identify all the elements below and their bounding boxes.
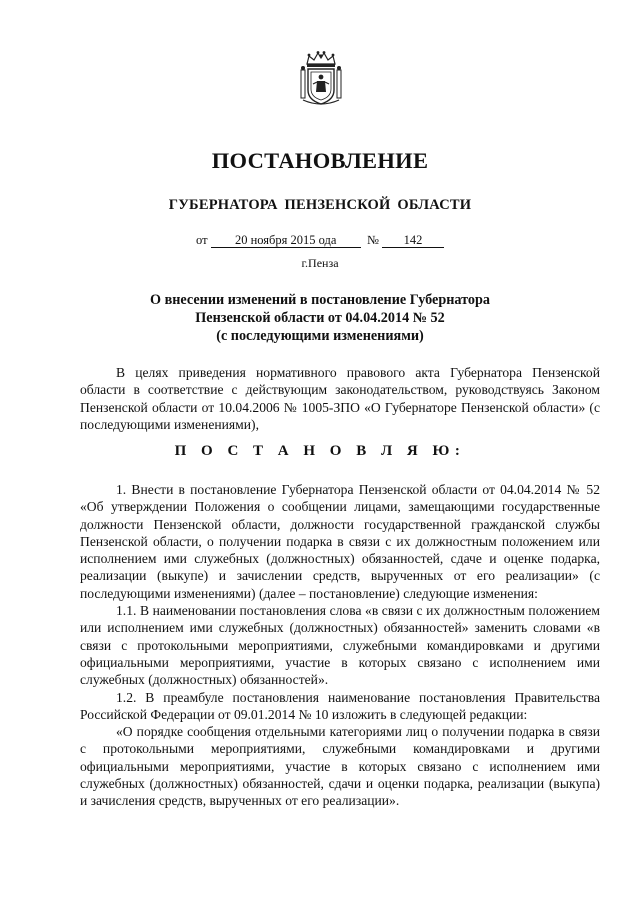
document-date: 20 ноября 2015 ода: [211, 233, 361, 248]
decree-word: П О С Т А Н О В Л Я Ю:: [174, 443, 466, 459]
preamble-paragraph: В целях приведения нормативного правового акта Губернатора Пензенской области в соответствие с действующим законодательством, руководствуясь Законом Пензенской области от 10.04.2006 № 1005-ЗПО «О Губернаторе Пензенской области» (с последующими изменениями),: [80, 365, 600, 432]
document-title: ПОСТАНОВЛЕНИЕ: [211, 148, 429, 173]
paragraph: 1.2. В преамбуле постановления наименование постановления Правительства Российской Федерации от 09.01.2014 № 10 изложить в следующей редакции:: [80, 689, 600, 722]
preamble-block: [80, 364, 600, 433]
number-prefix: №: [366, 233, 379, 247]
city-name: г.Пенза: [301, 256, 339, 270]
paragraph: «О порядке сообщения отдельными категориями лиц о получении подарка в связи с протокольными мероприятиями, служебными командировками и другими официальными мероприятиями, участие в которых связано с исполнением ими служебных (должностных) обязанностей, сдачи и оценки подарка, реализации (выкупа) и зачисления средств, вырученных от его реализации».: [80, 724, 600, 809]
document-number: 142: [382, 233, 444, 248]
paragraph: 1.1. В наименовании постановления слова «в связи с их должностным положением или исполнением ими служебных (должностных) обязанностей» заменить словами «в связи с протокольными мероприятиями, служебными командировками и другими официальными мероприятиями, участие в которых связано с исполнением ими служебных (должностных) обязанностей».: [80, 603, 600, 688]
date-number-line: [0, 233, 640, 248]
heading-line: О внесении изменений в постановление Губернатора: [150, 292, 490, 308]
issuer-subtitle: ГУБЕРНАТОРА ПЕНЗЕНСКОЙ ОБЛАСТИ: [168, 197, 472, 213]
heading-line: Пензенской области от 04.04.2014 № 52: [195, 310, 445, 326]
paragraph: 1. Внести в постановление Губернатора Пензенской области от 04.04.2014 № 52 «Об утверждении Положения о сообщении лицами, замещающими государственные должности Пензенской области, должности государственной гражданской службы Пензенской области, о получении подарка в связи с их должностным положением или исполнением ими служебных (должностных) обязанностей, сдаче и оценке подарка, реализации (выкупе) и зачислении средств, вырученных от его реализации» (с последующими изменениями) (далее – постановление) следующие изменения:: [80, 482, 600, 601]
heading-line: (с последующими изменениями): [216, 328, 424, 344]
document-heading: [0, 291, 640, 345]
date-prefix: от: [196, 233, 208, 247]
penza-coat-of-arms-icon: [299, 50, 343, 106]
amendments-block: [80, 481, 600, 810]
